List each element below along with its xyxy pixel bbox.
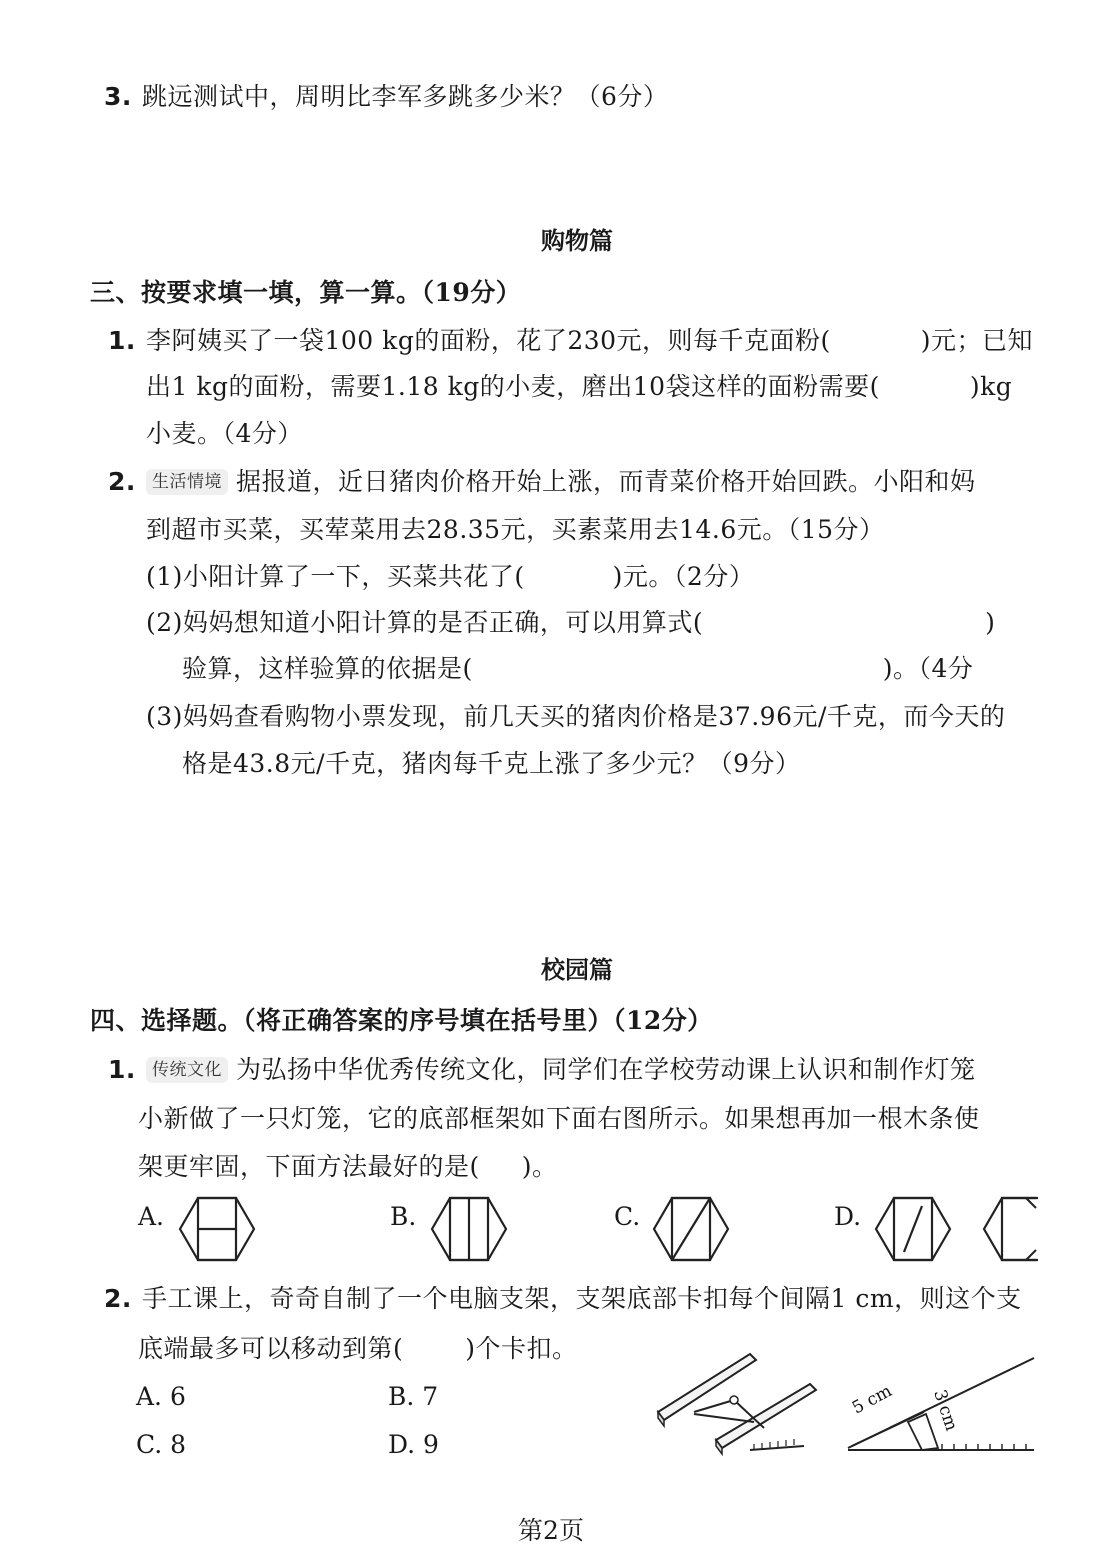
option-b-hexagon-figure — [430, 1196, 508, 1262]
campus-q1-line3-a: 架更牢固，下面方法最好的是( — [138, 1152, 480, 1181]
shopping-q2-sub2 — [146, 606, 995, 640]
page-number: 第2页 — [518, 1516, 584, 1545]
question-3-jump — [104, 80, 668, 114]
campus-q2-text: 手工课上，奇奇自制了一个电脑支架，支架底部卡扣每个间隔1 cm，则这个支 — [142, 1284, 1022, 1313]
option-b-label[interactable]: B. — [390, 1202, 417, 1231]
shopping-q2-sub1 — [146, 560, 754, 594]
dimension-label-height: 3 cm — [929, 1387, 962, 1434]
question-number: 1. — [108, 326, 136, 355]
campus-q2-line2-b: )个卡扣。 — [465, 1334, 578, 1363]
sub2-line2-text-b: )。（4分 — [882, 654, 974, 683]
campus-q1-text: 为弘扬中华优秀传统文化，同学们在学校劳动课上认识和制作灯笼 — [236, 1055, 976, 1084]
section-title-shopping: 购物篇 — [541, 227, 613, 255]
campus-q2-line1 — [104, 1282, 1022, 1316]
question-text: 跳远测试中，周明比李军多跳多少米？（6分） — [142, 82, 669, 111]
q2-text: 据报道，近日猪肉价格开始上涨，而青菜价格开始回跌。小阳和妈 — [236, 467, 976, 496]
shopping-q2-sub2-line2 — [182, 652, 973, 686]
question-number: 1. — [108, 1055, 136, 1084]
shopping-q2-line1 — [108, 465, 976, 499]
q2-option-b[interactable]: B. 7 — [388, 1382, 439, 1411]
q1-line2-text-a: 出1 kg的面粉，需要1.18 kg的小麦，磨出10袋这样的面粉需要( — [146, 372, 880, 401]
campus-q1-line3 — [138, 1150, 558, 1184]
option-d-label[interactable]: D. — [834, 1202, 862, 1231]
sub2-text-b: ) — [985, 608, 996, 637]
shopping-q2-sub3-line1: (3)妈妈查看购物小票发现，前几天买的猪肉价格是37.96元/千克，而今天的 — [146, 702, 1006, 731]
shopping-q1-line3: 小麦。（4分） — [146, 419, 303, 448]
q2-option-c[interactable]: C. 8 — [136, 1430, 187, 1459]
sub1-text-a: (1)小阳计算了一下，买菜共花了( — [146, 562, 525, 591]
sub2-text-a: (2)妈妈想知道小阳计算的是否正确，可以用算式( — [146, 608, 704, 637]
campus-q2-line2-a: 底端最多可以移动到第( — [138, 1334, 404, 1363]
q1-text-a: 李阿姨买了一袋100 kg的面粉，花了230元，则每千克面粉( — [146, 326, 831, 355]
question-number: 2. — [108, 467, 136, 496]
option-a-hexagon-figure — [178, 1196, 256, 1262]
context-tag: 生活情境 — [146, 469, 228, 495]
campus-q1-line3-b: )。 — [521, 1152, 558, 1181]
shopping-q1-line1 — [108, 324, 1033, 358]
sub1-text-b: )元。（2分） — [612, 562, 755, 591]
campus-q1-line1 — [108, 1053, 976, 1087]
lantern-frame-figure — [982, 1196, 1038, 1262]
laptop-stand-illustration — [654, 1350, 819, 1465]
campus-q1-line2: 小新做了一只灯笼，它的底部框架如下面右图所示。如果想再加一根木条使 — [138, 1104, 980, 1133]
option-a-label[interactable]: A. — [138, 1202, 165, 1231]
option-d-hexagon-figure — [874, 1196, 952, 1262]
question-number: 2. — [104, 1284, 132, 1313]
q2-option-a[interactable]: A. 6 — [136, 1382, 186, 1411]
campus-q2-line2 — [138, 1332, 578, 1366]
shopping-q2-line2: 到超市买菜，买荤菜用去28.35元，买素菜用去14.6元。（15分） — [146, 515, 885, 544]
section-heading-4: 四、选择题。（将正确答案的序号填在括号里）（12分） — [90, 1006, 713, 1035]
option-c-hexagon-figure — [652, 1196, 730, 1262]
context-tag: 传统文化 — [146, 1057, 228, 1083]
q2-option-d[interactable]: D. 9 — [388, 1430, 439, 1459]
section-title-campus: 校园篇 — [541, 956, 613, 984]
q1-text-b: )元；已知 — [920, 326, 1034, 355]
dimension-label-slant: 5 cm — [848, 1381, 896, 1419]
question-number: 3. — [104, 82, 132, 111]
sub2-line2-text-a: 验算，这样验算的依据是( — [182, 654, 473, 683]
shopping-q1-line2 — [146, 370, 1012, 404]
section-heading-3: 三、按要求填一填，算一算。（19分） — [90, 278, 522, 307]
shopping-q2-sub3-line2: 格是43.8元/千克，猪肉每千克上涨了多少元？（9分） — [182, 749, 801, 778]
q1-line2-text-b: )kg — [969, 372, 1013, 401]
option-c-label[interactable]: C. — [614, 1202, 641, 1231]
stand-dimension-diagram — [838, 1352, 1038, 1462]
